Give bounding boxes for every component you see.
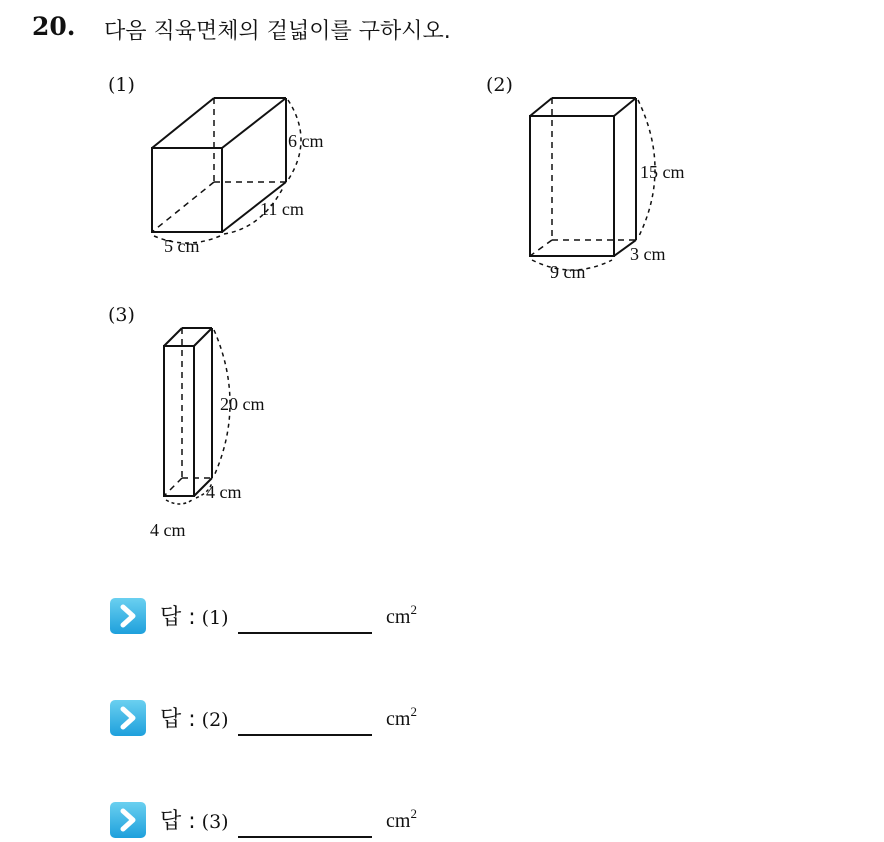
question-number: 20. [32, 12, 76, 41]
answer-row-1 [110, 596, 510, 636]
answer-unit-1 [386, 602, 417, 629]
answer-row-3 [110, 800, 510, 840]
answer-blank-1[interactable] [238, 632, 372, 634]
figure-1-depth-label: 11 cm [260, 199, 304, 219]
answer-number: (2) [201, 709, 229, 731]
answer-unit-3 [386, 806, 417, 833]
cuboid-1 [152, 98, 301, 243]
chevron-right-icon [110, 802, 146, 838]
figure-3-depth-label: 4 cm [206, 482, 242, 502]
answer-label-1 [160, 600, 229, 631]
figure-2-depth-label: 3 cm [630, 244, 666, 264]
figure-3-width-label: 4 cm [150, 520, 186, 540]
answer-unit-2 [386, 704, 417, 731]
answer-label-2 [160, 702, 229, 733]
unit-text: cm [386, 810, 411, 832]
unit-exponent: 2 [410, 602, 417, 617]
figure-2-width-label: 9 cm [550, 262, 586, 282]
answer-blank-2[interactable] [238, 734, 372, 736]
chevron-right-icon [110, 598, 146, 634]
unit-exponent: 2 [410, 806, 417, 821]
answer-number: (1) [201, 607, 229, 629]
answer-prefix: 답 : [160, 809, 196, 834]
unit-exponent: 2 [410, 704, 417, 719]
cuboid-3 [164, 328, 230, 504]
figure-2-height-label: 15 cm [640, 162, 685, 182]
figure-1-height-label: 6 cm [288, 131, 324, 151]
answer-blank-3[interactable] [238, 836, 372, 838]
figure-1-label: (1) [108, 74, 135, 96]
figure-3-height-label: 20 cm [220, 394, 265, 414]
figure-3-label: (3) [108, 304, 135, 326]
answer-prefix: 답 : [160, 707, 196, 732]
chevron-right-icon [110, 700, 146, 736]
answer-number: (3) [201, 811, 229, 833]
figure-1-width-label: 5 cm [164, 236, 200, 256]
answer-prefix: 답 : [160, 605, 196, 630]
unit-text: cm [386, 708, 411, 730]
question-text: 다음 직육면체의 겉넓이를 구하시오. [104, 19, 451, 44]
answer-row-2 [110, 698, 510, 738]
unit-text: cm [386, 606, 411, 628]
figure-2-label: (2) [486, 74, 513, 96]
answer-label-3 [160, 804, 229, 835]
